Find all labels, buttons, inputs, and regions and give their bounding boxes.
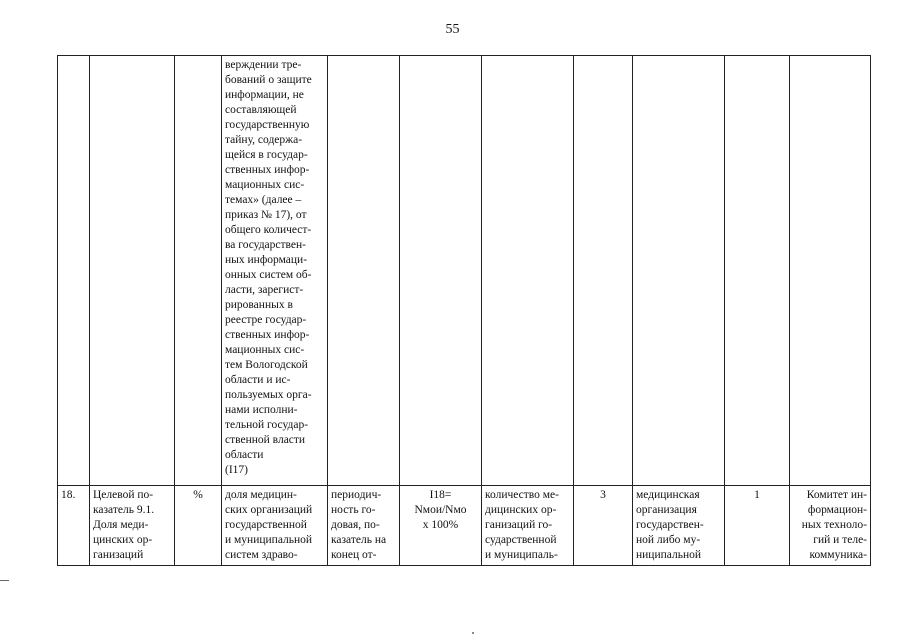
cell-text-line: области	[225, 449, 264, 461]
cell-text-line: общего количест-	[225, 224, 312, 236]
cell-parameters	[482, 486, 574, 566]
cell-indicator-name	[90, 486, 175, 566]
cell-organization	[633, 486, 725, 566]
cell-text-line: х 100%	[422, 519, 459, 531]
cell-text-line: и муниципаль-	[485, 549, 558, 561]
cell-text-line: тайну, содержа-	[225, 134, 303, 146]
cell-text-line: ных информаци-	[225, 254, 308, 266]
cell-text-line: ность го-	[331, 504, 376, 516]
page-number: 55	[445, 22, 460, 37]
cell-text-line: ственных инфор-	[225, 329, 310, 341]
cell-text-line: ласти, зарегист-	[225, 284, 304, 296]
scan-speck	[472, 632, 474, 634]
cell-text-line: коммуника-	[809, 549, 867, 561]
cell-text-line: цинских ор-	[93, 534, 153, 546]
cell-unit: %	[175, 486, 222, 566]
cell-number: 18.	[58, 486, 90, 566]
cell-text-line: (I17)	[225, 464, 248, 476]
cell-responsible	[790, 486, 871, 566]
cell-text-line: ственной власти	[225, 434, 306, 446]
cell-text-line: I18= Nмои/Nмо	[414, 489, 467, 516]
cell-formula	[400, 486, 482, 566]
cell-text-line: нами исполни-	[225, 404, 298, 416]
cell-text-line: периодич-	[331, 489, 382, 501]
table-row	[58, 56, 871, 486]
cell-source	[574, 56, 633, 486]
cell-text-line: государственную	[225, 119, 310, 131]
cell-parameters	[482, 56, 574, 486]
cell-text-line: ных техноло-	[801, 519, 867, 531]
cell-text-line: области и ис-	[225, 374, 291, 386]
margin-mark	[0, 580, 9, 581]
indicator-table	[57, 55, 871, 566]
cell-text-line: темах» (далее –	[225, 194, 302, 206]
cell-text-line: мационных сис-	[225, 344, 305, 356]
cell-periodicity	[328, 56, 400, 486]
cell-text-line: казатель на	[331, 534, 387, 546]
cell-text-line: дицинских ор-	[485, 504, 557, 516]
cell-text-line: формацион-	[807, 504, 867, 516]
cell-text-line: конец от-	[331, 549, 377, 561]
cell-text-line: доля медицин-	[225, 489, 297, 501]
cell-text-line: ной либо му-	[636, 534, 701, 546]
cell-text-line: тельной государ-	[225, 419, 309, 431]
cell-description	[222, 486, 328, 566]
cell-text-line: организация	[636, 504, 697, 516]
cell-text-line: довая, по-	[331, 519, 380, 531]
cell-text-line: Комитет ин-	[806, 489, 867, 501]
cell-text-line: и муниципальной	[225, 534, 313, 546]
cell-text-line: ва государствен-	[225, 239, 306, 251]
cell-text-line: пользуемых орга-	[225, 389, 312, 401]
cell-text-line: ганизаций го-	[485, 519, 553, 531]
cell-number	[58, 56, 90, 486]
cell-text-line: Целевой по-	[93, 489, 154, 501]
cell-responsible	[790, 56, 871, 486]
cell-indicator-name	[90, 56, 175, 486]
cell-text-line: информации, не	[225, 89, 304, 101]
cell-text-line: тем Вологодской	[225, 359, 308, 371]
cell-description	[222, 56, 328, 486]
cell-text-line: ских организаций	[225, 504, 313, 516]
cell-text-line: государственной	[225, 519, 307, 531]
cell-text-line: составляющей	[225, 104, 297, 116]
cell-text-line: медицинская	[636, 489, 700, 501]
cell-text-line: бований о защите	[225, 74, 312, 86]
cell-text-line: мационных сис-	[225, 179, 305, 191]
cell-formula	[400, 56, 482, 486]
cell-text-line: государствен-	[636, 519, 704, 531]
cell-text-line: реестре государ-	[225, 314, 307, 326]
cell-organization	[633, 56, 725, 486]
cell-text-line: приказ № 17), от	[225, 209, 307, 221]
cell-level	[725, 56, 790, 486]
cell-text-line: ганизаций	[93, 549, 144, 561]
cell-text-line: Доля меди-	[93, 519, 149, 531]
cell-text-line: гий и теле-	[813, 534, 867, 546]
cell-text-line: казатель 9.1.	[93, 504, 155, 516]
cell-text-line: систем здраво-	[225, 549, 298, 561]
cell-level: 1	[725, 486, 790, 566]
cell-unit	[175, 56, 222, 486]
cell-text-line: ственных инфор-	[225, 164, 310, 176]
cell-text-line: онных систем об-	[225, 269, 312, 281]
cell-periodicity	[328, 486, 400, 566]
table-row	[58, 486, 871, 566]
cell-source: 3	[574, 486, 633, 566]
cell-text-line: ниципальной	[636, 549, 702, 561]
cell-text-line: сударственной	[485, 534, 557, 546]
cell-text-line: количество ме-	[485, 489, 559, 501]
cell-text-line: рированных в	[225, 299, 293, 311]
cell-text-line: щейся в государ-	[225, 149, 308, 161]
cell-text-line: верждении тре-	[225, 59, 302, 71]
